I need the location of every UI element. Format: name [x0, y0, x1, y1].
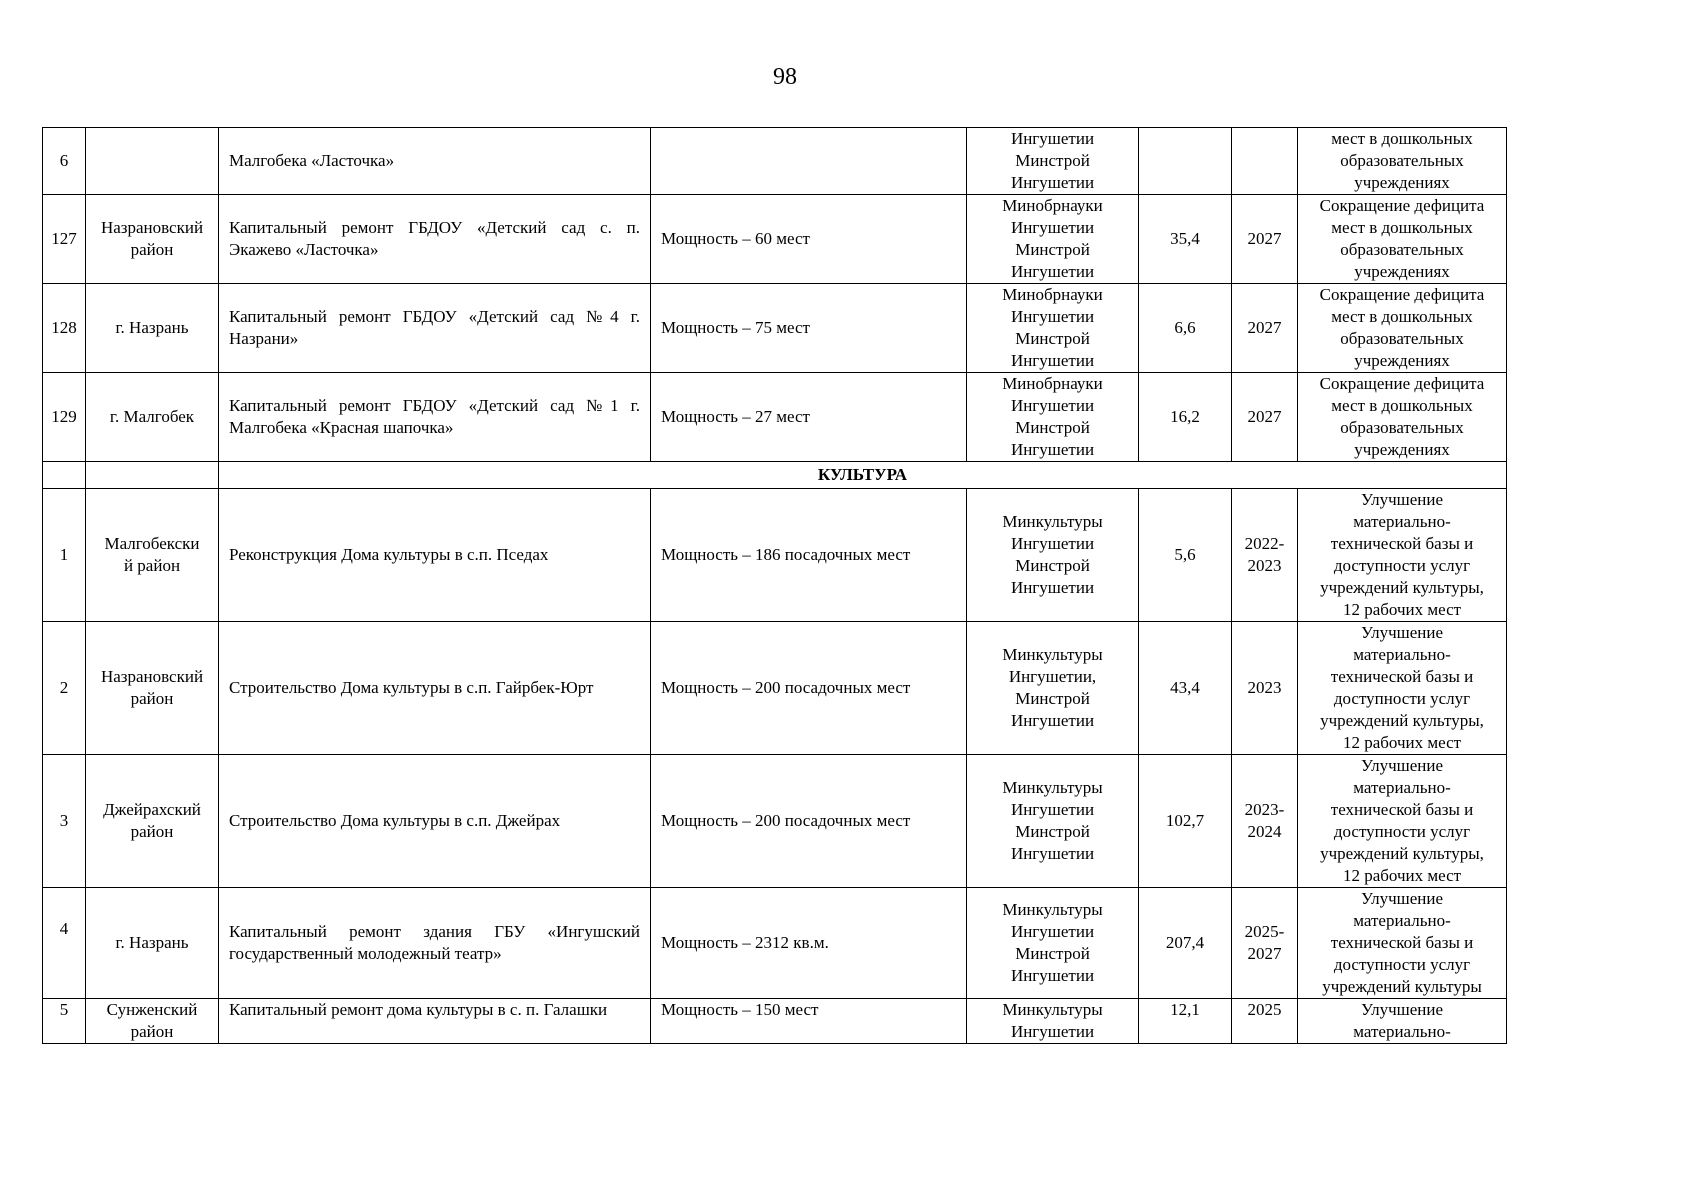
project-name-cell: Малгобека «Ласточка»	[219, 128, 651, 195]
row-number: 1	[43, 489, 86, 622]
empty-cell	[43, 462, 86, 489]
row-number: 6	[43, 128, 86, 195]
district-cell	[86, 128, 219, 195]
year-cell: 2025	[1232, 999, 1298, 1044]
district-cell: Назрановский район	[86, 195, 219, 284]
table-row	[43, 128, 1507, 195]
district-cell: г. Назрань	[86, 284, 219, 373]
table-row	[43, 284, 1507, 373]
table-row	[43, 999, 1507, 1044]
district-cell: г. Назрань	[86, 888, 219, 999]
amount-cell: 5,6	[1139, 489, 1232, 622]
result-cell: Сокращение дефицита мест в дошкольных образовательных учреждениях	[1298, 373, 1507, 462]
responsible-cell: Минобрнауки Ингушетии Минстрой Ингушетии	[967, 284, 1139, 373]
capacity-cell: Мощность – 150 мест	[651, 999, 967, 1044]
district-cell: г. Малгобек	[86, 373, 219, 462]
district-cell: Сунженский район	[86, 999, 219, 1044]
row-number: 129	[43, 373, 86, 462]
projects-table	[42, 127, 1507, 1044]
project-name-cell: Строительство Дома культуры в с.п. Гайрбек-Юрт	[219, 622, 651, 755]
amount-cell: 6,6	[1139, 284, 1232, 373]
district-cell: Джейрахский район	[86, 755, 219, 888]
capacity-cell: Мощность – 200 посадочных мест	[651, 622, 967, 755]
page-number: 98	[773, 64, 797, 90]
year-cell: 2022- 2023	[1232, 489, 1298, 622]
year-cell: 2027	[1232, 284, 1298, 373]
section-header-row	[43, 462, 1507, 489]
responsible-cell: Ингушетии Минстрой Ингушетии	[967, 128, 1139, 195]
project-name-cell: Капитальный ремонт здания ГБУ «Ингушский государственный молодежный театр»	[219, 888, 651, 999]
result-cell: Улучшение материально- технической базы и доступности услуг учреждений культуры, 12 рабочих мест	[1298, 622, 1507, 755]
project-name-cell: Капитальный ремонт ГБДОУ «Детский сад №1 г. Малгобека «Красная шапочка»	[219, 373, 651, 462]
table-row	[43, 489, 1507, 622]
capacity-cell: Мощность – 27 мест	[651, 373, 967, 462]
year-cell: 2023- 2024	[1232, 755, 1298, 888]
amount-cell: 43,4	[1139, 622, 1232, 755]
table-row	[43, 373, 1507, 462]
table-row	[43, 755, 1507, 888]
year-cell: 2023	[1232, 622, 1298, 755]
row-number: 4	[43, 888, 86, 999]
responsible-cell: Минкультуры Ингушетии Минстрой Ингушетии	[967, 888, 1139, 999]
project-name-cell: Реконструкция Дома культуры в с.п. Пседах	[219, 489, 651, 622]
result-cell: Улучшение материально- технической базы и доступности услуг учреждений культуры, 12 рабочих мест	[1298, 489, 1507, 622]
result-cell: Сокращение дефицита мест в дошкольных образовательных учреждениях	[1298, 284, 1507, 373]
project-name-cell: Капитальный ремонт ГБДОУ «Детский сад с. п. Экажево «Ласточка»	[219, 195, 651, 284]
responsible-cell: Минкультуры Ингушетии	[967, 999, 1139, 1044]
year-cell	[1232, 128, 1298, 195]
year-cell: 2027	[1232, 373, 1298, 462]
capacity-cell	[651, 128, 967, 195]
responsible-cell: Минобрнауки Ингушетии Минстрой Ингушетии	[967, 195, 1139, 284]
result-cell: Сокращение дефицита мест в дошкольных образовательных учреждениях	[1298, 195, 1507, 284]
section-title: КУЛЬТУРА	[219, 462, 1507, 489]
row-number: 128	[43, 284, 86, 373]
row-number: 5	[43, 999, 86, 1044]
capacity-cell: Мощность – 186 посадочных мест	[651, 489, 967, 622]
row-number: 3	[43, 755, 86, 888]
amount-cell: 35,4	[1139, 195, 1232, 284]
district-cell: Малгобекски й район	[86, 489, 219, 622]
district-cell: Назрановский район	[86, 622, 219, 755]
capacity-cell: Мощность – 60 мест	[651, 195, 967, 284]
amount-cell	[1139, 128, 1232, 195]
project-name-cell: Капитальный ремонт ГБДОУ «Детский сад №4 г. Назрани»	[219, 284, 651, 373]
empty-cell	[86, 462, 219, 489]
amount-cell: 12,1	[1139, 999, 1232, 1044]
result-cell: мест в дошкольных образовательных учреждениях	[1298, 128, 1507, 195]
row-number: 2	[43, 622, 86, 755]
amount-cell: 102,7	[1139, 755, 1232, 888]
year-cell: 2025- 2027	[1232, 888, 1298, 999]
amount-cell: 207,4	[1139, 888, 1232, 999]
table-row	[43, 888, 1507, 999]
result-cell: Улучшение материально-	[1298, 999, 1507, 1044]
year-cell: 2027	[1232, 195, 1298, 284]
table-row	[43, 195, 1507, 284]
row-number: 127	[43, 195, 86, 284]
responsible-cell: Минобрнауки Ингушетии Минстрой Ингушетии	[967, 373, 1139, 462]
table-row	[43, 622, 1507, 755]
result-cell: Улучшение материально- технической базы и доступности услуг учреждений культуры, 12 рабочих мест	[1298, 755, 1507, 888]
responsible-cell: Минкультуры Ингушетии, Минстрой Ингушетии	[967, 622, 1139, 755]
project-name-cell: Капитальный ремонт дома культуры в с. п. Галашки	[219, 999, 651, 1044]
capacity-cell: Мощность – 200 посадочных мест	[651, 755, 967, 888]
responsible-cell: Минкультуры Ингушетии Минстрой Ингушетии	[967, 489, 1139, 622]
project-name-cell: Строительство Дома культуры в с.п. Джейрах	[219, 755, 651, 888]
result-cell: Улучшение материально- технической базы и доступности услуг учреждений культуры	[1298, 888, 1507, 999]
amount-cell: 16,2	[1139, 373, 1232, 462]
capacity-cell: Мощность – 2312 кв.м.	[651, 888, 967, 999]
capacity-cell: Мощность – 75 мест	[651, 284, 967, 373]
responsible-cell: Минкультуры Ингушетии Минстрой Ингушетии	[967, 755, 1139, 888]
